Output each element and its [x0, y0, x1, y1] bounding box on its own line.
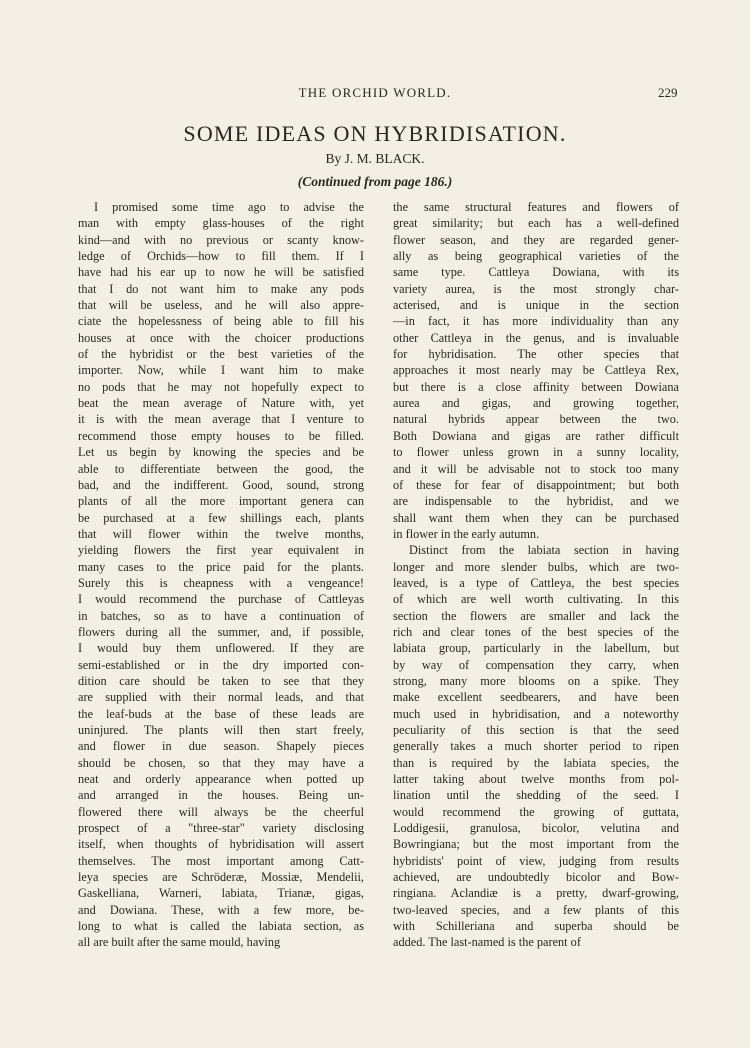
text-line: variety aurea, is the most strongly char-: [393, 281, 679, 296]
text-line: flowered there will always be the cheerful: [78, 804, 364, 819]
left-column: [78, 199, 364, 951]
page-number: 229: [658, 85, 678, 100]
text-line: to flower unless grown in a sunny locality,: [393, 445, 679, 460]
text-line: great similarity; but each has a well-defined: [393, 216, 679, 231]
text-line: neat and orderly appearance when potted up: [78, 772, 364, 787]
text-line: able to differentiate between the good, the: [78, 461, 364, 476]
text-line: would recommend the growing of guttata,: [393, 804, 679, 819]
text-line: beat the mean average of Nature with, yet: [78, 396, 364, 411]
text-line: man with empty glass-houses of the right: [78, 216, 364, 231]
text-line: Surely this is cheapness with a vengeance!: [78, 575, 364, 590]
text-line: should be chosen, so that they may have a: [78, 755, 364, 770]
continued-note: (Continued from page 186.): [297, 174, 453, 189]
text-line: flowers during all the summer, and, if possible,: [78, 624, 364, 639]
text-line: section the flowers are smaller and lack the: [393, 608, 679, 623]
text-line: have had his ear up to now he will be satisfied: [78, 265, 364, 280]
text-line: long to what is called the labiata section, as: [78, 919, 364, 934]
running-head: THE ORCHID WORLD.: [298, 85, 452, 100]
text-line: Bowringiana; but the most important from the: [393, 837, 679, 852]
text-line: in batches, so as to have a continuation of: [78, 608, 364, 623]
text-line: approaches it most nearly may be Cattleya Rex,: [393, 363, 679, 378]
article-title: SOME IDEAS ON HYBRIDISATION.: [183, 121, 567, 146]
right-column: [393, 199, 679, 951]
text-line: latter taking about twelve months from pol-: [393, 772, 679, 787]
text-line: be purchased at a few shillings each, plants: [78, 510, 364, 525]
text-line: themselves. The most important among Catt-: [78, 853, 364, 868]
text-line: by way of compensation they carry, when: [393, 657, 679, 672]
text-line: Gaskelliana, Warneri, labiata, Trianæ, gigas,: [78, 886, 364, 901]
text-line: that I do not want him to make any pods: [78, 281, 364, 296]
text-line: all are built after the same mould, having: [78, 935, 281, 950]
text-line: much used in hybridisation, and a noteworthy: [393, 706, 679, 721]
text-line: two-leaved species, and a few plants of this: [393, 902, 679, 917]
text-line: and flower in due season. Shapely pieces: [78, 739, 364, 754]
text-line: natural hybrids appear between the two.: [393, 412, 679, 427]
text-line: ciate the hopelessness of being able to fill his: [78, 314, 364, 329]
text-line: and arranged in the houses. Being un-: [78, 788, 364, 803]
text-line: itself, when thoughts of hybridisation will assert: [78, 837, 364, 852]
text-line: uninjured. The plants will then start freely,: [78, 723, 364, 737]
text-line: make excellent seedbearers, and have been: [393, 690, 679, 705]
text-line: strong, many more blooms on a spike. They: [393, 673, 679, 688]
text-line: generally takes a much shorter period to ripen: [393, 739, 679, 754]
text-line: Distinct from the labiata section in having: [409, 543, 679, 558]
text-line: rich and clear tones of the best species of the: [393, 624, 679, 639]
text-line: that will flower within the twelve months,: [78, 526, 364, 541]
text-line: that will be useless, and he will also appre-: [78, 298, 364, 313]
text-line: dition care should be taken to see that they: [78, 673, 364, 688]
text-line: and Dowiana. These, with a few more, be-: [78, 902, 364, 917]
text-line: acterised, and is unique in the section: [393, 298, 679, 313]
text-line: with Schilleriana and superba should be: [393, 919, 679, 934]
text-line: of the hybridist or the best varieties of the: [78, 347, 364, 362]
text-line: I would buy them unflowered. If they are: [78, 641, 364, 656]
text-line: leaved, is a type of Cattleya, the best species: [393, 575, 679, 590]
text-line: and it will be advisable not to stock too many: [393, 461, 679, 476]
text-line: are indispensable to the hybridist, and we: [393, 494, 679, 509]
text-line: but there is a close affinity between Dowiana: [393, 379, 679, 394]
text-line: Both Dowiana and gigas are rather difficult: [393, 428, 679, 443]
text-line: hybridists' point of view, judging from results: [393, 853, 679, 868]
text-line: aurea and gigas, and growing together,: [393, 396, 679, 411]
text-line: many cases to the price paid for the plants.: [78, 559, 364, 574]
text-line: for hybridisation. The other species that: [393, 347, 679, 362]
text-line: importer. Now, while I want him to make: [78, 363, 364, 378]
text-line: no pods that he may not hopefully expect to: [78, 379, 364, 394]
text-line: are supplied with their normal leads, and that: [78, 690, 364, 705]
text-line: the same structural features and flowers of: [393, 200, 679, 214]
text-line: bad, and the indifferent. Good, sound, strong: [78, 477, 364, 492]
text-line: added. The last-named is the parent of: [393, 935, 581, 950]
text-line: in flower in the early autumn.: [393, 526, 540, 541]
text-line: achieved, are undoubtedly bicolor and Bow-: [393, 870, 679, 885]
text-line: it is with the mean average that I venture to: [78, 412, 364, 427]
text-line: yielding flowers the first year equivalent in: [78, 543, 364, 558]
text-line: lination until the shedding of the seed. I: [393, 788, 679, 803]
text-line: I would recommend the purchase of Cattleyas: [78, 592, 364, 607]
text-line: of these for fear of disappointment; but both: [393, 477, 679, 492]
text-line: flower season, and they are regarded gener-: [393, 232, 679, 247]
text-line: Loddigesii, granulosa, bicolor, velutina and: [393, 821, 679, 836]
text-line: ringiana. Aclandiæ is a pretty, dwarf-growing,: [393, 886, 679, 901]
text-line: Let us begin by knowing the species and be: [78, 445, 364, 460]
byline: By J. M. BLACK.: [325, 151, 425, 166]
text-line: shall want them when they can be purchased: [393, 510, 679, 525]
text-line: same type. Cattleya Dowiana, with its: [393, 265, 679, 280]
text-line: than is required by the labiata species, the: [393, 755, 679, 770]
text-line: kind—and with no previous or scanty know-: [78, 232, 364, 247]
text-line: longer and more slender bulbs, which are two-: [393, 559, 679, 574]
text-line: leya species are Schröderæ, Mossiæ, Mendelii,: [78, 870, 364, 885]
text-line: ally as being geographical varieties of the: [393, 249, 679, 264]
text-line: labiata group, particularly in the labellum, but: [393, 641, 679, 656]
text-line: of which are well worth cultivating. In this: [393, 592, 679, 607]
text-line: ledge of Orchids—how to fill them. If I: [78, 249, 364, 264]
text-line: semi-established or in the dry imported con-: [78, 657, 364, 672]
text-line: the leaf-buds at the base of these leads are: [78, 706, 364, 721]
text-line: —in fact, it has more individuality than any: [393, 314, 679, 329]
text-line: I promised some time ago to advise the: [94, 200, 364, 214]
text-line: houses at once with the choicer productions: [78, 330, 364, 345]
text-line: recommend those empty houses to be filled.: [78, 428, 364, 443]
text-line: prospect of a "three-star" variety disclosing: [78, 821, 364, 836]
text-line: other Cattleya in the genus, and is invaluable: [393, 330, 679, 345]
text-line: peculiarity of this section is that the seed: [393, 723, 679, 737]
text-line: plants of all the more important genera can: [78, 494, 364, 509]
